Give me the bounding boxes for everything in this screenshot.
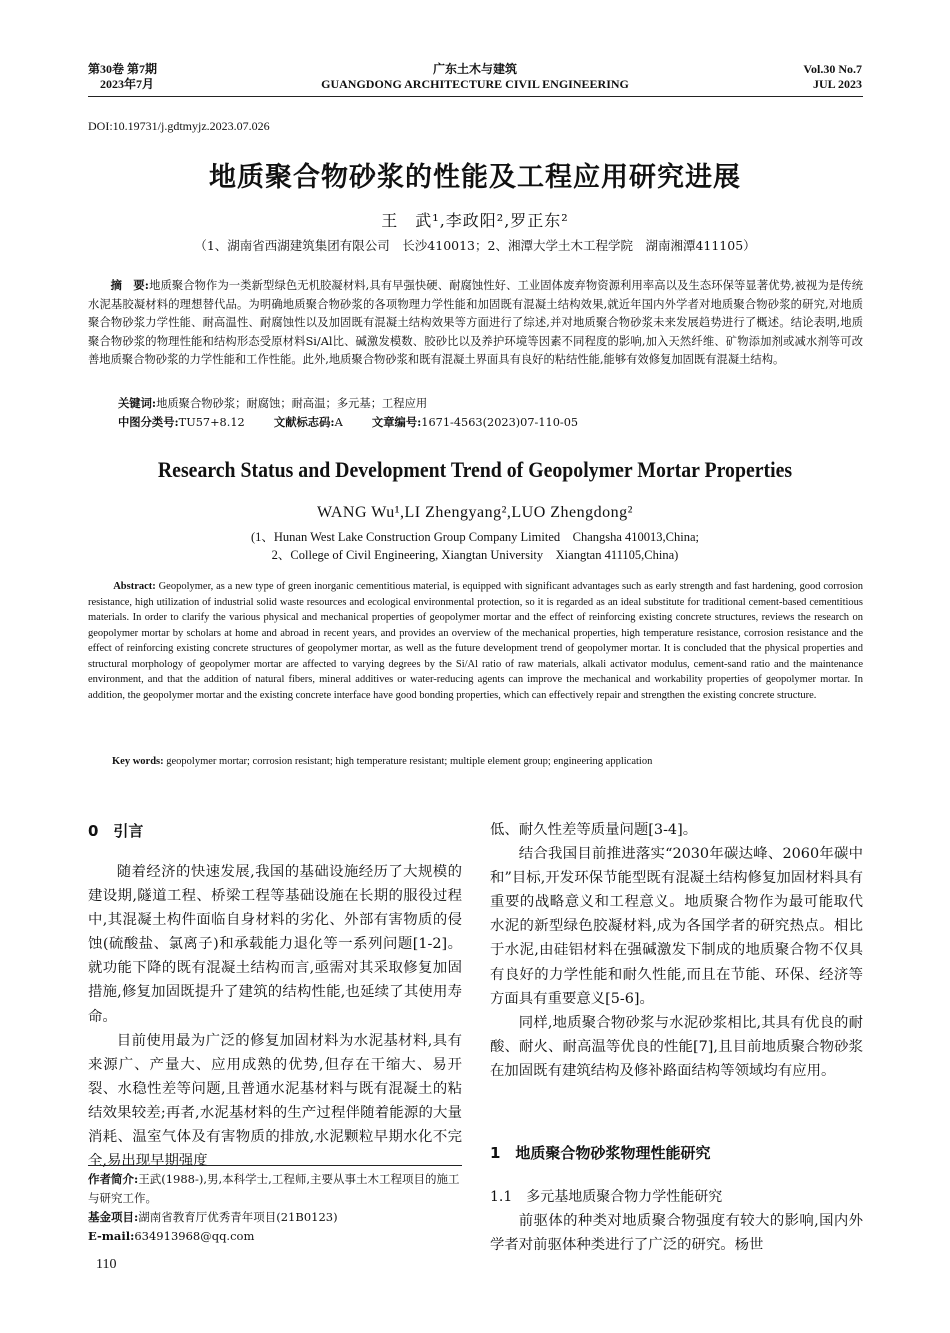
right-paragraph-4: 前驱体的种类对地质聚合物强度有较大的影响,国内外学者对前驱体种类进行了广泛的研究。杨世 — [490, 1213, 863, 1254]
issue-date: 2023年7月 — [100, 77, 155, 91]
volume-en: Vol.30 No.7 — [803, 62, 862, 76]
affiliation-en — [0, 528, 950, 564]
right-column-body-2 — [490, 1209, 863, 1257]
right-paragraph-2: 结合我国目前推进落实“2030年碳达峰、2060年碳中和”目标,开发环保节能型既有混凝土结构修复加固材料具有重要的战略意义和工程意义。地质聚合物作为最可能取代水泥的新型绿色胶凝材料,成为各国学者的研究热点。相比于水泥,由硅铝材料在强碱激发下制成的地质聚合物不仅具有良好的力学性能和耐久性能,而且在节能、环保、经济等方面具有重要意义[5-6]。 — [490, 846, 863, 1007]
keywords-cn — [118, 394, 427, 414]
clc-value: TU57+8.12 — [178, 416, 245, 429]
authors-en: WANG Wu¹,LI Zhengyang²,LUO Zhengdong² — [317, 504, 633, 521]
section-0-title: 0 引言 — [88, 822, 144, 840]
header-rule — [88, 96, 863, 97]
page-number: 110 — [96, 1257, 117, 1272]
keywords-en-text: geopolymer mortar; corrosion resistant; high temperature resistant; multiple element group; engineering application — [166, 756, 653, 767]
section-1-1-title: 1.1 多元基地质聚合物力学性能研究 — [490, 1189, 723, 1205]
clc-label: 中图分类号: — [118, 415, 179, 429]
affiliation-en-1: (1、Hunan West Lake Construction Group Company Limited Changsha 410013,China; — [250, 530, 699, 544]
doc-code-value: A — [334, 416, 343, 429]
title-en: Research Status and Development Trend of Geopolymer Mortar Properties — [157, 457, 793, 482]
email-label: E-mail: — [88, 1229, 135, 1243]
fund-label: 基金项目: — [88, 1210, 139, 1224]
article-number-label: 文章编号: — [371, 415, 422, 429]
doi: DOI:10.19731/j.gdtmyjz.2023.07.026 — [88, 119, 270, 133]
affiliation-en-2: 2、College of Civil Engineering, Xiangtan University Xiangtan 411105,China) — [271, 548, 679, 562]
keywords-en — [112, 754, 863, 770]
abstract-en-text: Geopolymer, as a new type of green inorganic cementitious material, is equipped with significant advantages such as early strength and fast hardening, good corrosion resistance, high utilization of industrial solid waste resources and ecological environmental protection, so it is regarded as an ideal substitute for traditional cement-based cementitious materials. In order to clarify the various physical and mechanical properties of geopolymer mortar and the effect of reinforcing existing concrete structures, reviews the research on geopolymer mortar by scholars at home and abroad in recent years, and provides an overview of the mechanical properties, high temperature resistance, corrosion resistance and the effect of reinforcing existing concrete structures of geopolymer mortar, as well as the future development trend of geopolymer mortar. It is concluded that the physical properties and structural morphology of geopolymer mortar are affected to varying degrees by the Si/Al ratio of raw materials, alkali activator modulus, cement-sand ratio and the maintenance environment, and that the addition of natural fibers, mineral additives or water-reducing agents can improve the mechanical and workability properties of geopolymer mortar. In addition, the geopolymer mortar and the existing concrete interface have good bonding properties, which can effectively repair and strengthen the existing concrete structure. — [88, 581, 863, 701]
abstract-cn-text: 地质聚合物作为一类新型绿色无机胶凝材料,具有早强快硬、耐腐蚀性好、工业固体废弃物资源利用率高以及生态环保等显著优势,被视为是传统水泥基胶凝材料的理想替代品。为明确地质聚合物砂浆的各项物理力学性能和加固既有混凝土结构效果,就近年国内外学者对地质聚合物砂浆的研究,对地质聚合物砂浆力学性能、耐高温性、耐腐蚀性以及加固既有混凝土结构效果等方面进行了综述,并对地质聚合物砂浆未来发展趋势进行了概述。结论表明,地质聚合物砂浆的物理性能和结构形态受原材料Si/Al比、碱激发模数、胶砂比以及养护环境等因素不同程度的影响,加入天然纤维、矿物添加剂或减水剂等可改善地质聚合物砂浆的力学性能和工作性能。此外,地质聚合物砂浆和既有混凝土界面具有良好的粘结性能,能够有效修复加固既有混凝土结构。 — [88, 279, 863, 366]
fund-text: 湖南省教育厅优秀青年项目(21B0123) — [138, 1210, 338, 1224]
email-text: 634913968@qq.com — [134, 1229, 255, 1243]
date-en: JUL 2023 — [812, 77, 862, 91]
affiliation-cn: （1、湖南省西湖建筑集团有限公司 长沙410013；2、湘潭大学土木工程学院 湖南湘潭411105） — [194, 238, 756, 253]
bio-text: 王武(1988-),男,本科学士,工程师,主要从事土木工程项目的施工与研究工作。 — [88, 1172, 460, 1205]
article-number-value: 1671-4563(2023)07-110-05 — [421, 416, 579, 429]
journal-volume-en — [803, 62, 862, 92]
keywords-en-label: Key words: — [112, 756, 164, 767]
journal-name-en: GUANGDONG ARCHITECTURE CIVIL ENGINEERING — [321, 77, 629, 91]
abstract-cn — [88, 276, 863, 370]
footnote — [88, 1170, 462, 1246]
journal-name-cn: 广东土木与建筑 — [432, 62, 517, 76]
issue-volume: 第30卷 第7期 — [88, 62, 158, 76]
right-paragraph-1: 低、耐久性差等质量问题[3-4]。 — [490, 822, 698, 838]
authors-cn: 王 武¹,李政阳²,罗正东² — [381, 211, 569, 230]
doc-code-label: 文献标志码: — [273, 415, 335, 429]
abstract-cn-label: 摘 要: — [110, 278, 149, 292]
right-paragraph-3: 同样,地质聚合物砂浆与水泥砂浆相比,其具有优良的耐酸、耐火、耐高温等优良的性能[7],且目前地质聚合物砂浆在加固既有建筑结构及修补路面结构等领域均有应用。 — [490, 1014, 863, 1079]
abstract-en — [88, 579, 863, 703]
left-paragraph-1: 随着经济的快速发展,我国的基础设施经历了大规模的建设期,隧道工程、桥梁工程等基础设施在长期的服役过程中,其混凝土构件面临自身材料的劣化、外部有害物质的侵蚀(硫酸盐、氯离子)和承载能力退化等一系列问题[1-2]。就功能下降的既有混凝土结构而言,亟需对其采取修复加固措施,修复加固既提升了建筑的结构性能,也延续了其使用寿命。 — [88, 864, 462, 1025]
footnote-rule — [88, 1165, 462, 1166]
keywords-cn-label: 关键词: — [118, 396, 157, 410]
classification-line — [118, 413, 863, 433]
keywords-cn-text: 地质聚合物砂浆；耐腐蚀；耐高温；多元基；工程应用 — [156, 397, 428, 410]
section-1-title: 1 地质聚合物砂浆物理性能研究 — [490, 1144, 711, 1162]
bio-label: 作者简介: — [88, 1172, 139, 1186]
left-column-body — [88, 860, 462, 1173]
title-cn: 地质聚合物砂浆的性能及工程应用研究进展 — [209, 162, 741, 193]
abstract-en-label: Abstract: — [113, 581, 156, 592]
left-paragraph-2: 目前使用最为广泛的修复加固材料为水泥基材料,具有来源广、产量大、应用成熟的优势,但存在干缩大、易开裂、水稳性差等问题,且普通水泥基材料与既有混凝土的粘结效果较差;再者,水泥基材料的生产过程伴随着能源的大量消耗、温室气体及有害物质的排放,水泥颗粒早期水化不完全,易出现早期强度 — [88, 1032, 462, 1170]
right-column-body — [490, 818, 863, 1083]
